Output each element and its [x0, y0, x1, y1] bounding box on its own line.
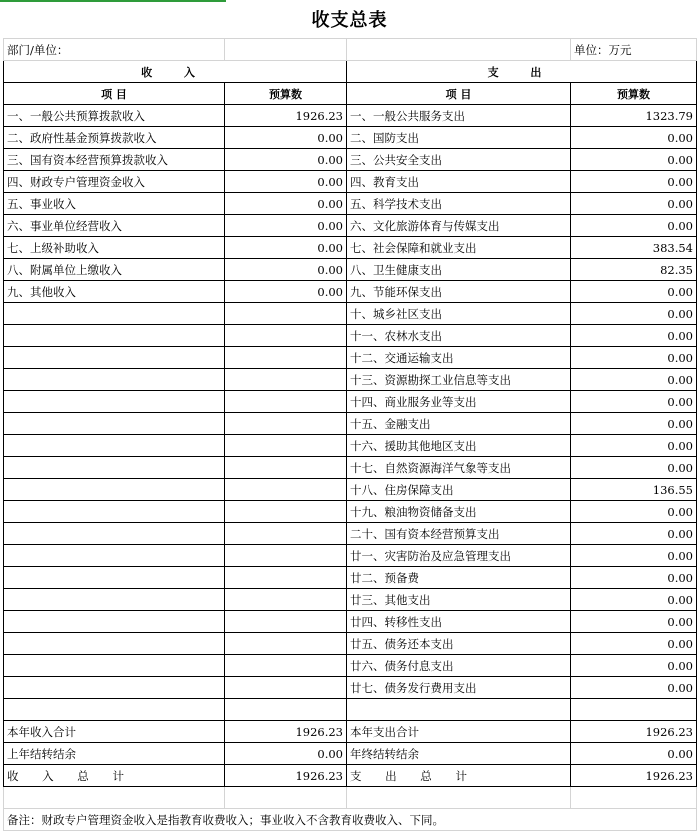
income-value: 0.00 [225, 215, 347, 237]
expense-header: 支 出 [347, 61, 697, 83]
income-value [225, 567, 347, 589]
expense-value: 0.00 [571, 391, 697, 413]
section-header-row [4, 61, 697, 83]
income-total-value: 1926.23 [225, 765, 347, 787]
table-row [4, 545, 697, 567]
expense-value: 0.00 [571, 677, 697, 699]
income-value [225, 479, 347, 501]
expense-total-label: 年终结转结余 [347, 743, 571, 765]
income-item: 九、其他收入 [4, 281, 225, 303]
income-item [4, 391, 225, 413]
income-item [4, 567, 225, 589]
table-row [4, 501, 697, 523]
income-value [225, 611, 347, 633]
table-row [4, 105, 697, 127]
expense-value: 0.00 [571, 369, 697, 391]
income-item [4, 479, 225, 501]
income-item: 五、事业收入 [4, 193, 225, 215]
income-item-header: 项 目 [4, 83, 225, 105]
income-item [4, 501, 225, 523]
income-value [225, 391, 347, 413]
income-item: 二、政府性基金预算拨款收入 [4, 127, 225, 149]
expense-item: 九、节能环保支出 [347, 281, 571, 303]
total-row [4, 721, 697, 743]
income-item [4, 545, 225, 567]
income-item [4, 633, 225, 655]
income-value [225, 369, 347, 391]
table-row [4, 413, 697, 435]
column-header-row [4, 83, 697, 105]
income-item [4, 303, 225, 325]
unit-label: 单位：万元 [571, 39, 697, 61]
table-row [4, 611, 697, 633]
income-value [225, 303, 347, 325]
income-value: 0.00 [225, 281, 347, 303]
table-row [4, 149, 697, 171]
income-item [4, 677, 225, 699]
income-header: 收 入 [4, 61, 347, 83]
income-item [4, 413, 225, 435]
expense-item: 十八、住房保障支出 [347, 479, 571, 501]
meta-row [4, 39, 697, 61]
expense-value: 0.00 [571, 215, 697, 237]
expense-value: 0.00 [571, 611, 697, 633]
income-item [4, 611, 225, 633]
expense-value: 0.00 [571, 501, 697, 523]
spacer-row [4, 699, 697, 721]
table-row [4, 325, 697, 347]
income-value [225, 677, 347, 699]
expense-value: 0.00 [571, 303, 697, 325]
income-item: 六、事业单位经营收入 [4, 215, 225, 237]
expense-item: 六、文化旅游体育与传媒支出 [347, 215, 571, 237]
income-value [225, 457, 347, 479]
expense-value: 0.00 [571, 435, 697, 457]
income-budget-header: 预算数 [225, 83, 347, 105]
table-row [4, 259, 697, 281]
income-item: 四、财政专户管理资金收入 [4, 171, 225, 193]
expense-value: 0.00 [571, 325, 697, 347]
table-row [4, 171, 697, 193]
table-row [4, 281, 697, 303]
income-value [225, 545, 347, 567]
expense-value: 0.00 [571, 149, 697, 171]
income-value: 0.00 [225, 193, 347, 215]
table-row [4, 435, 697, 457]
expense-value: 383.54 [571, 237, 697, 259]
table-row [4, 633, 697, 655]
income-value [225, 325, 347, 347]
income-value [225, 655, 347, 677]
expense-value: 0.00 [571, 457, 697, 479]
income-value [225, 413, 347, 435]
expense-item: 一、一般公共服务支出 [347, 105, 571, 127]
income-item: 三、国有资本经营预算拨款收入 [4, 149, 225, 171]
income-value [225, 589, 347, 611]
income-item [4, 325, 225, 347]
income-item [4, 655, 225, 677]
table-row [4, 523, 697, 545]
expense-value: 1323.79 [571, 105, 697, 127]
expense-total-label: 支 出 总 计 [347, 765, 571, 787]
income-value [225, 347, 347, 369]
expense-total-value: 0.00 [571, 743, 697, 765]
expense-value: 0.00 [571, 281, 697, 303]
expense-item: 十五、金融支出 [347, 413, 571, 435]
table-row [4, 479, 697, 501]
expense-item: 廿一、灾害防治及应急管理支出 [347, 545, 571, 567]
expense-item: 十一、农林水支出 [347, 325, 571, 347]
expense-value: 0.00 [571, 545, 697, 567]
expense-item: 五、科学技术支出 [347, 193, 571, 215]
expense-item: 廿四、转移性支出 [347, 611, 571, 633]
income-total-label: 本年收入合计 [4, 721, 225, 743]
table-row [4, 655, 697, 677]
income-value [225, 501, 347, 523]
income-value: 0.00 [225, 259, 347, 281]
income-value: 0.00 [225, 237, 347, 259]
expense-value: 0.00 [571, 127, 697, 149]
income-item [4, 347, 225, 369]
expense-item: 二十、国有资本经营预算支出 [347, 523, 571, 545]
income-total-label: 上年结转结余 [4, 743, 225, 765]
expense-item: 廿六、债务付息支出 [347, 655, 571, 677]
expense-value: 0.00 [571, 347, 697, 369]
expense-value: 0.00 [571, 171, 697, 193]
expense-total-value: 1926.23 [571, 721, 697, 743]
expense-item: 十六、援助其他地区支出 [347, 435, 571, 457]
income-item [4, 523, 225, 545]
expense-value: 0.00 [571, 589, 697, 611]
expense-item: 七、社会保障和就业支出 [347, 237, 571, 259]
expense-item: 廿七、债务发行费用支出 [347, 677, 571, 699]
income-value: 0.00 [225, 127, 347, 149]
income-item [4, 457, 225, 479]
income-value: 1926.23 [225, 105, 347, 127]
expense-total-label: 本年支出合计 [347, 721, 571, 743]
expense-item-header: 项 目 [347, 83, 571, 105]
total-row [4, 765, 697, 787]
table-row [4, 391, 697, 413]
income-value [225, 633, 347, 655]
income-item [4, 435, 225, 457]
expense-value: 0.00 [571, 413, 697, 435]
table-row [4, 237, 697, 259]
note-row [4, 809, 697, 831]
income-value: 0.00 [225, 171, 347, 193]
expense-value: 82.35 [571, 259, 697, 281]
income-value [225, 523, 347, 545]
expense-item: 十二、交通运输支出 [347, 347, 571, 369]
expense-value: 0.00 [571, 193, 697, 215]
expense-item: 十三、资源勘探工业信息等支出 [347, 369, 571, 391]
total-row [4, 743, 697, 765]
income-value: 0.00 [225, 149, 347, 171]
income-item: 一、一般公共预算拨款收入 [4, 105, 225, 127]
table-row [4, 215, 697, 237]
expense-item: 三、公共安全支出 [347, 149, 571, 171]
income-item [4, 369, 225, 391]
expense-total-value: 1926.23 [571, 765, 697, 787]
table-row [4, 347, 697, 369]
table-row [4, 369, 697, 391]
expense-item: 廿三、其他支出 [347, 589, 571, 611]
income-total-label: 收 入 总 计 [4, 765, 225, 787]
expense-item: 四、教育支出 [347, 171, 571, 193]
table-row [4, 677, 697, 699]
expense-value: 0.00 [571, 633, 697, 655]
dept-label: 部门/单位： [4, 39, 225, 61]
page-title: 收支总表 [311, 10, 388, 31]
table-row [4, 457, 697, 479]
expense-item: 廿五、债务还本支出 [347, 633, 571, 655]
table-row [4, 567, 697, 589]
blank-row [4, 787, 697, 809]
expense-value: 0.00 [571, 655, 697, 677]
expense-item: 十、城乡社区支出 [347, 303, 571, 325]
table-row [4, 303, 697, 325]
table-row [4, 127, 697, 149]
note-text: 备注：财政专户管理资金收入是指教育收费收入；事业收入不含教育收费收入、下同。 [4, 809, 697, 831]
budget-table [3, 38, 697, 831]
expense-item: 二、国防支出 [347, 127, 571, 149]
expense-item: 十七、自然资源海洋气象等支出 [347, 457, 571, 479]
income-value [225, 435, 347, 457]
expense-budget-header: 预算数 [571, 83, 697, 105]
expense-item: 十九、粮油物资储备支出 [347, 501, 571, 523]
expense-item: 八、卫生健康支出 [347, 259, 571, 281]
table-row [4, 193, 697, 215]
sheet-selection-bar [0, 0, 226, 2]
income-item: 七、上级补助收入 [4, 237, 225, 259]
expense-value: 0.00 [571, 523, 697, 545]
table-row [4, 589, 697, 611]
expense-value: 136.55 [571, 479, 697, 501]
income-total-value: 0.00 [225, 743, 347, 765]
income-item: 八、附属单位上缴收入 [4, 259, 225, 281]
income-item [4, 589, 225, 611]
expense-item: 十四、商业服务业等支出 [347, 391, 571, 413]
income-total-value: 1926.23 [225, 721, 347, 743]
expense-item: 廿二、预备费 [347, 567, 571, 589]
expense-value: 0.00 [571, 567, 697, 589]
